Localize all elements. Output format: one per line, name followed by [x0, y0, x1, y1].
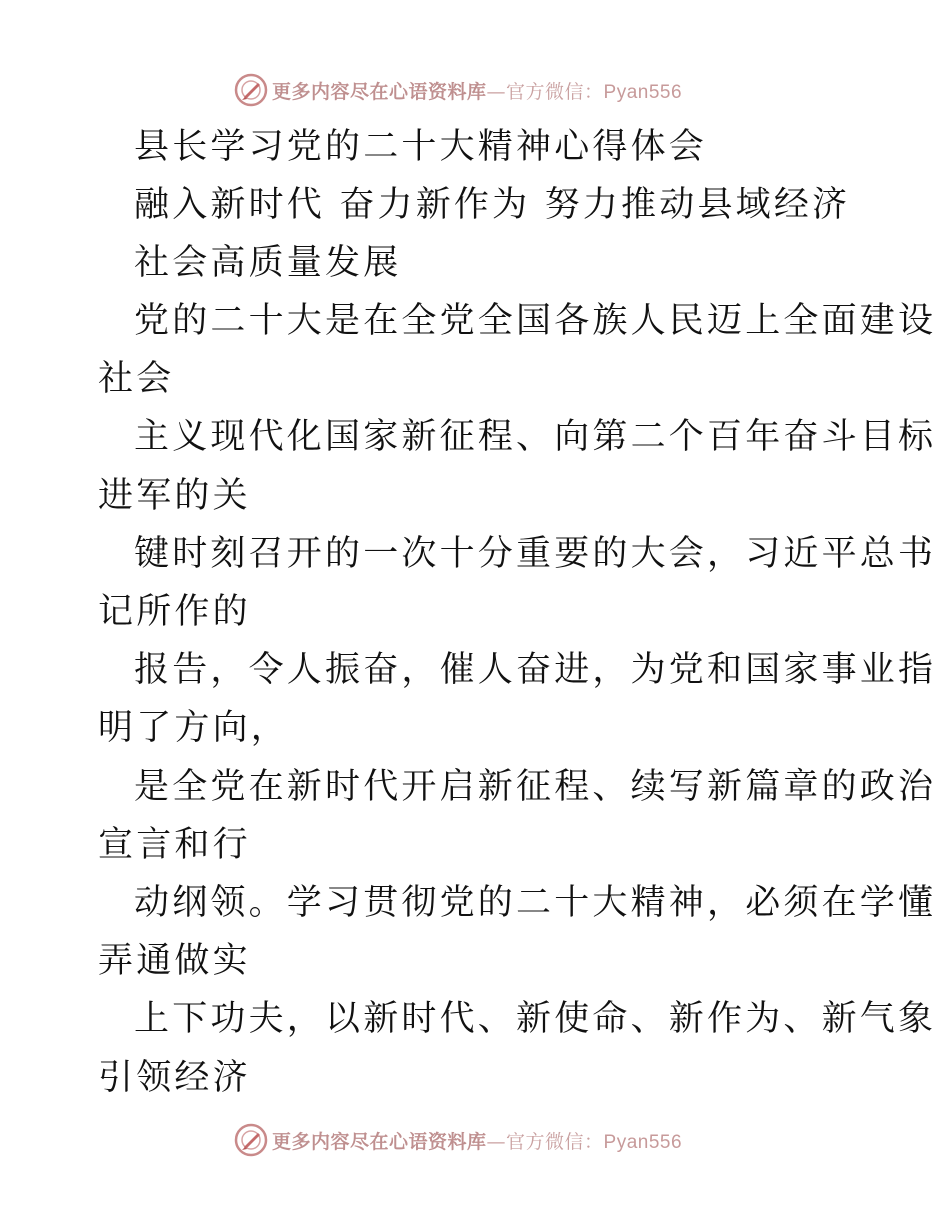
footer-banner	[234, 1122, 682, 1158]
body-line: 键时刻召开的一次十分重要的大会，习近平总书	[134, 534, 937, 574]
document-logo-icon	[234, 73, 268, 107]
body-line: 主义现代化国家新征程、向第二个百年奋斗目标	[134, 417, 937, 457]
header-banner	[234, 72, 682, 108]
banner-site-name: 更多内容尽在心语资料库	[272, 80, 487, 103]
banner-site-text	[272, 77, 682, 104]
body-line: 引领经济	[98, 1058, 251, 1098]
banner-site-name: 更多内容尽在心语资料库	[272, 1130, 487, 1153]
banner-site-text	[272, 1127, 682, 1154]
document-logo-icon	[234, 1123, 268, 1157]
document-title: 县长学习党的二十大精神心得体会	[134, 127, 708, 167]
body-line: 记所作的	[98, 592, 251, 632]
banner-contact-label: 官方微信：	[506, 1130, 604, 1153]
body-line: 弄通做实	[98, 941, 251, 981]
body-line: 党的二十大是在全党全国各族人民迈上全面建设	[134, 301, 937, 341]
body-line: 报告，令人振奋，催人奋进，为党和国家事业指	[134, 650, 937, 690]
body-line: 明了方向，	[98, 708, 290, 748]
banner-separator: —	[486, 80, 507, 103]
banner-separator: —	[486, 1130, 507, 1153]
document-subtitle-line-1: 融入新时代 奋力新作为 努力推动县域经济	[134, 185, 851, 225]
document-subtitle-line-2: 社会高质量发展	[134, 243, 402, 283]
body-line: 进军的关	[98, 476, 251, 516]
banner-contact-id: Pyan556	[603, 81, 683, 103]
body-line: 社会	[98, 359, 175, 399]
banner-contact-label: 官方微信：	[506, 80, 604, 103]
body-line: 宣言和行	[98, 825, 251, 865]
banner-contact-id: Pyan556	[603, 1131, 683, 1153]
body-line: 是全党在新时代开启新征程、续写新篇章的政治	[134, 767, 937, 807]
body-line: 上下功夫，以新时代、新使命、新作为、新气象	[134, 999, 937, 1039]
body-line: 动纲领。学习贯彻党的二十大精神，必须在学懂	[134, 883, 937, 923]
